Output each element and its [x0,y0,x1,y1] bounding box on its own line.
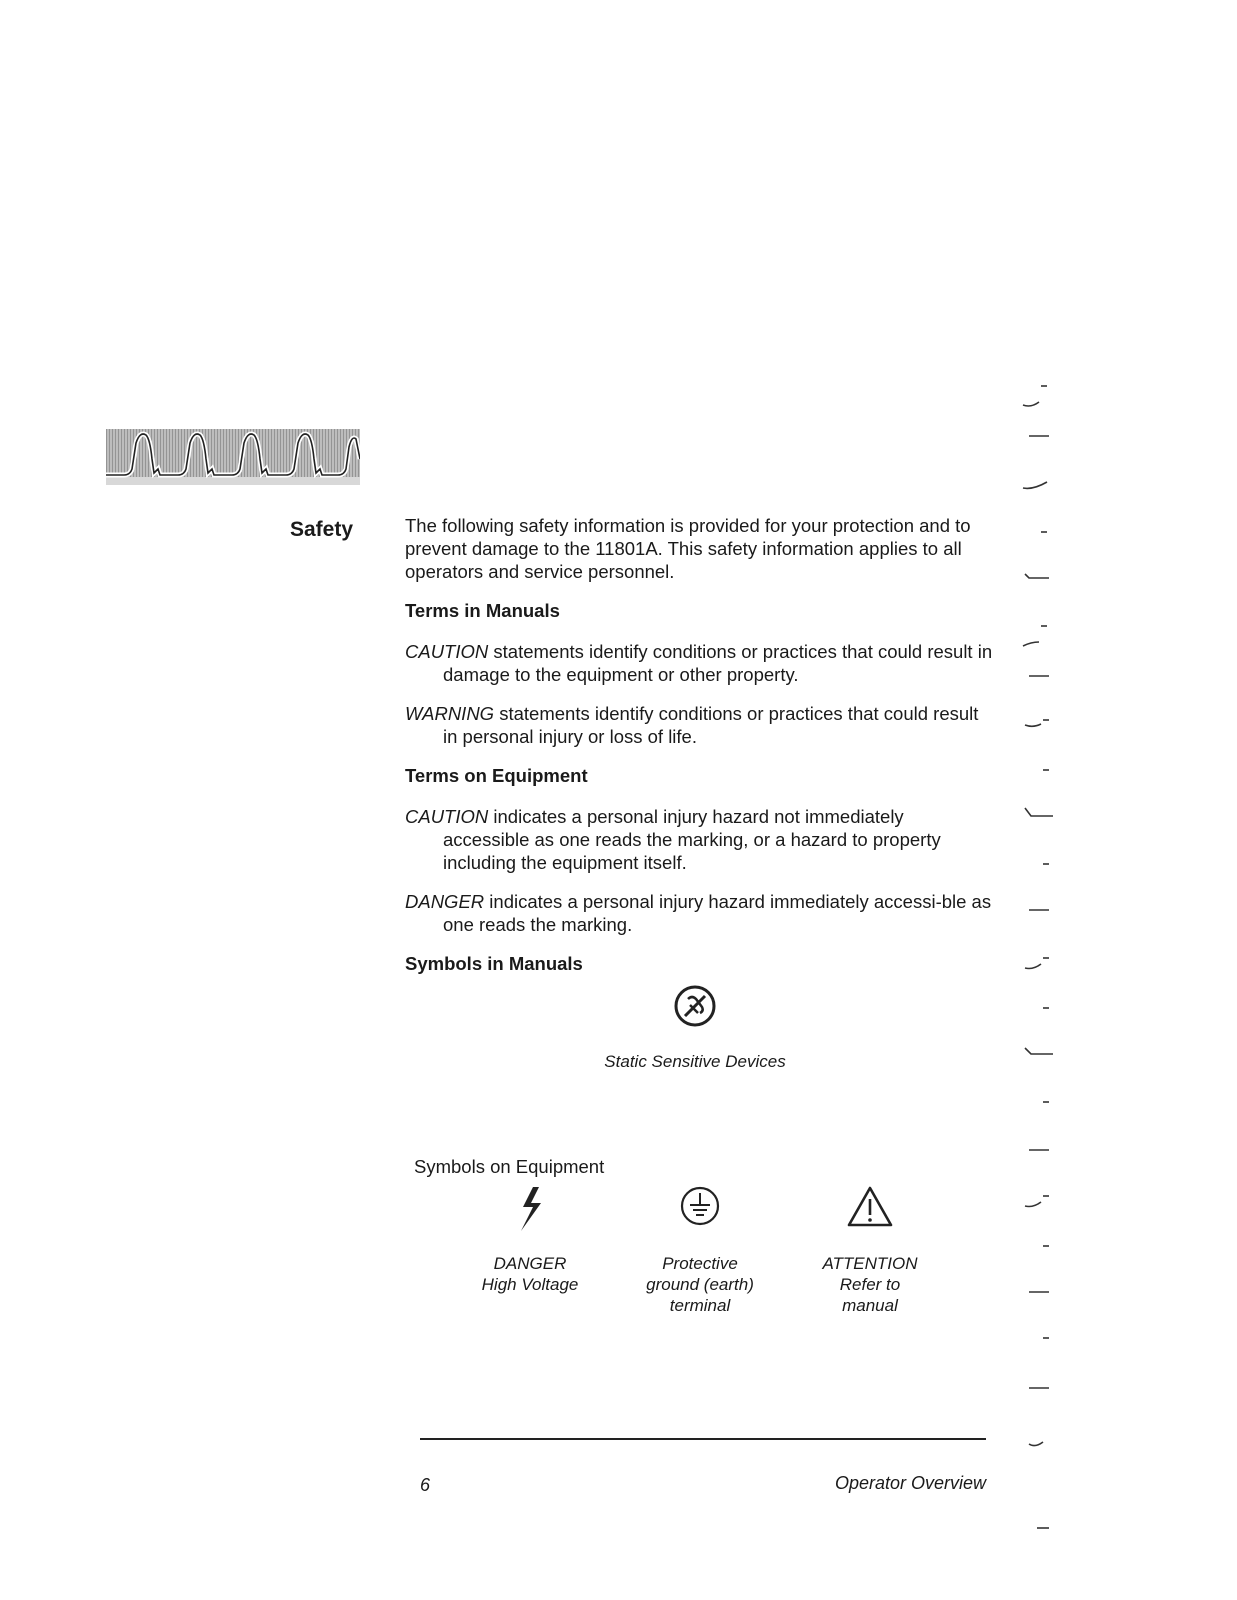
symbol-high-voltage [455,1185,605,1316]
term-label: CAUTION [405,641,489,662]
symbol-caption-line: DANGER [493,1254,567,1273]
attention-triangle-icon [846,1185,894,1229]
symbol-caption-line: Refer to [839,1275,901,1294]
symbol-caption-line: High Voltage [481,1275,579,1294]
static-sensitive-symbol [405,983,985,1072]
static-sensitive-icon [672,983,718,1029]
symbol-caption-line: terminal [669,1296,731,1315]
intro-paragraph: The following safety information is provided for your protection and to prevent damage to the 11801A. This safety information applies to all operators and service personnel. [405,515,971,582]
term-caution-equipment [405,805,995,874]
term-text: statements identify conditions or practices that could result in personal injury or loss of life. [443,703,979,747]
safety-content [405,514,995,1072]
symbol-attention [795,1185,945,1316]
symbol-caption-line: Protective [662,1254,738,1273]
term-label: CAUTION [405,806,489,827]
edge-tick-marks [1015,380,1065,1540]
equipment-symbols [455,1185,945,1316]
term-danger-equipment [405,890,995,936]
term-warning-manuals [405,702,995,748]
footer-rule [420,1438,986,1440]
symbol-caption-line: ATTENTION [822,1254,918,1273]
page-number: 6 [420,1475,431,1495]
term-label: WARNING [405,703,495,724]
symbols-on-equipment-heading: Symbols on Equipment [414,1156,605,1177]
footer-title: Operator Overview [834,1473,986,1493]
symbol-protective-ground [625,1185,775,1316]
term-text: indicates a personal injury hazard immediately accessi-ble as one reads the marking. [443,891,992,935]
section-title: Safety [290,518,354,541]
term-caution-manuals [405,640,995,686]
waveform-banner [106,429,360,485]
symbol-caption-line: manual [842,1296,898,1315]
protective-ground-icon [679,1185,721,1227]
terms-on-equipment-heading: Terms on Equipment [405,765,588,786]
symbols-in-manuals-heading: Symbols in Manuals [405,953,583,974]
terms-in-manuals-heading: Terms in Manuals [405,600,560,621]
high-voltage-icon [513,1185,547,1233]
symbol-caption-line: ground (earth) [646,1275,754,1294]
term-label: DANGER [405,891,485,912]
static-sensitive-caption: Static Sensitive Devices [604,1052,786,1071]
term-text: statements identify conditions or practices that could result in damage to the equipment or other property. [443,641,993,685]
term-text: indicates a personal injury hazard not immediately accessible as one reads the marking, or a hazard to property including the equipment itself. [443,806,941,873]
